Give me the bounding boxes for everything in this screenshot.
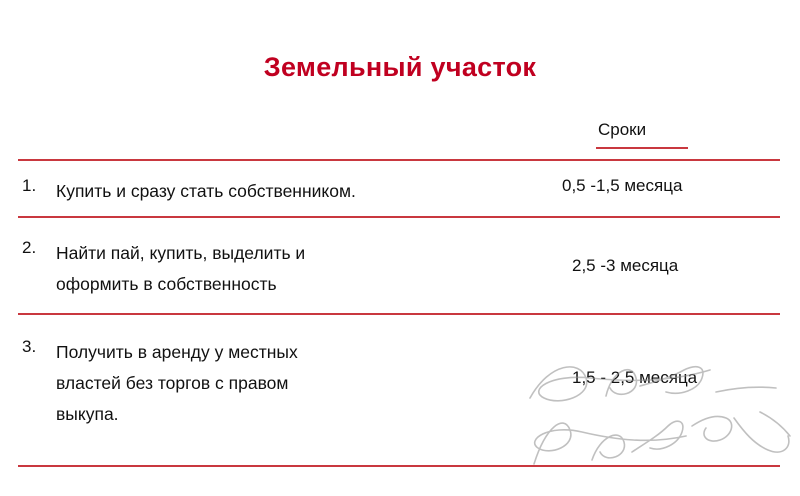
list-item-line: властей без торгов с правом [56,373,289,393]
list-item-line: Получить в аренду у местных [56,342,298,362]
column-header-underline [596,147,688,149]
list-item-line: оформить в собственность [56,274,277,294]
list-item-text [56,337,542,430]
column-header-terms: Сроки [598,120,647,139]
divider-bottom [18,465,780,467]
term-value: 1,5 - 2,5 месяца [572,368,698,387]
list-item [22,176,542,207]
divider-row2-row3 [18,313,780,315]
list-item [22,238,542,300]
term-value: 0,5 -1,5 месяца [562,176,683,195]
divider-row1-row2 [18,216,780,218]
list-item-number: 2. [22,238,37,257]
divider-top [18,159,780,161]
list-item-text [56,238,542,300]
term-value: 2,5 -3 месяца [572,256,679,275]
list-item-number: 1. [22,176,37,195]
list-item-text [56,176,542,207]
page-title: Земельный участок [263,52,537,82]
list-item-line: Найти пай, купить, выделить и [56,243,306,263]
list-item-number: 3. [22,337,37,356]
list-item-line: Купить и сразу стать собственником. [56,181,356,201]
list-item-line: выкупа. [56,404,119,424]
list-item [22,337,542,430]
